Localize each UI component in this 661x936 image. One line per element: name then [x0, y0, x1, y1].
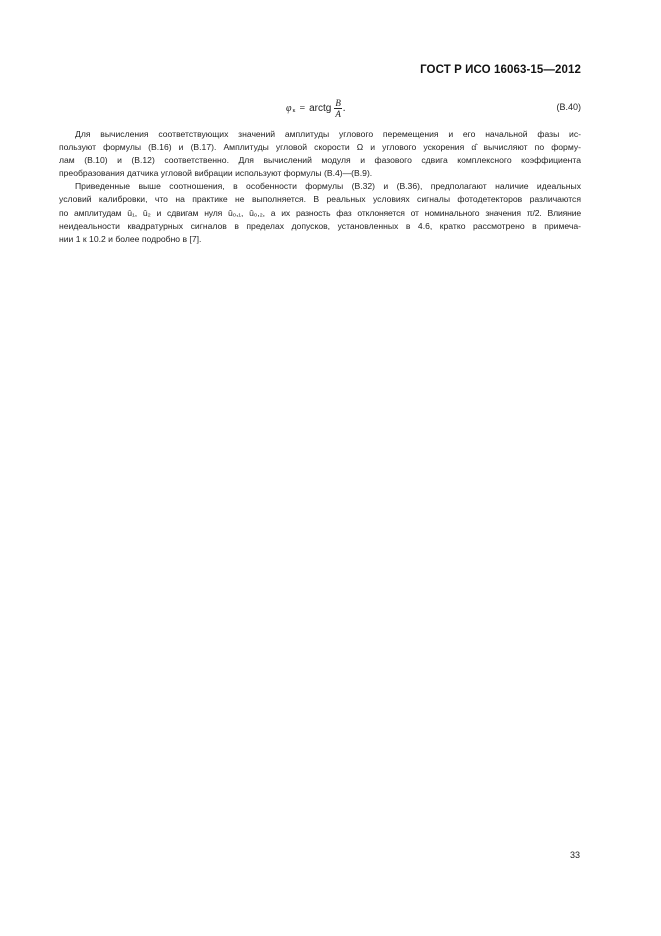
formula-function: arctg [309, 102, 332, 114]
text-line: неидеальности квадратурных сигналов в пределах допусков, установленных в 4.6, кратко рассмотрено в примеча- [59, 220, 581, 231]
formula-b40 [286, 95, 345, 121]
paragraph-1 [59, 128, 581, 180]
document-header: ГОСТ Р ИСО 16063-15—2012 [420, 64, 581, 76]
text-line: лам (B.10) и (B.12) соответственно. Для вычислений модуля и фазового сдвига комплексного коэффициента [59, 155, 581, 166]
text-line: по амплитудам û₁, û₂ и сдвигам нуля û₀,₁, û₀,₂, а их разность фаз отклоняется от номинального значения π/2. Влияние [59, 207, 581, 218]
text-line: нии 1 к 10.2 и более подробно в [7]. [59, 233, 202, 244]
text-line: пользуют формулы (B.16) и (B.17). Амплитуды угловой скорости Ω и углового ускорения α̂ вычисляют по форму- [59, 142, 581, 153]
equation-number: (B.40) [556, 102, 581, 112]
text-line: преобразования датчика угловой вибрации используют формулы (B.4)—(B.9). [59, 168, 373, 179]
text-line: условий калибровки, что на практике не выполняется. В реальных условиях сигналы фотодетекторов различаются [59, 194, 581, 205]
page-number: 33 [569, 850, 580, 860]
formula-symbol: φ [286, 102, 292, 114]
formula-numerator: B [335, 97, 341, 108]
body-text [59, 128, 581, 246]
formula-denominator: A [335, 108, 341, 119]
paragraph-2 [59, 180, 581, 245]
text-line: Приведенные выше соотношения, в особенности формулы (B.32) и (B.36), предполагают наличие идеальных [75, 181, 581, 192]
formula-terminator: . [342, 102, 346, 114]
formula-subscript: к [292, 108, 296, 114]
formula-fraction [334, 98, 342, 119]
text-line: Для вычисления соответствующих значений амплитуды углового перемещения и его начальной фазы ис- [75, 129, 581, 139]
formula-row [0, 95, 661, 121]
formula-equals: = [299, 102, 306, 114]
